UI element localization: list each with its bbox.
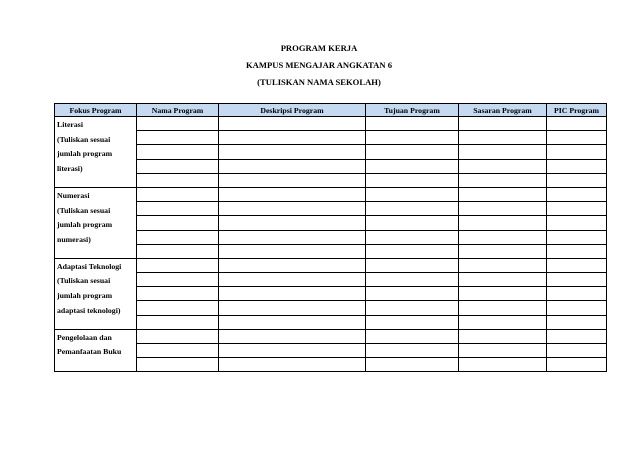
deskripsi-cell[interactable] — [219, 117, 366, 131]
nama-cell[interactable] — [137, 315, 219, 329]
pic-cell[interactable] — [547, 173, 607, 187]
pic-cell[interactable] — [547, 202, 607, 216]
sasaran-cell[interactable] — [459, 187, 547, 201]
sasaran-cell[interactable] — [459, 258, 547, 272]
deskripsi-cell[interactable] — [219, 258, 366, 272]
table-row — [55, 258, 607, 272]
pic-cell[interactable] — [547, 273, 607, 287]
focus-literasi-note-3: literasi) — [57, 163, 83, 173]
deskripsi-cell[interactable] — [219, 358, 366, 372]
sasaran-cell[interactable] — [459, 159, 547, 173]
focus-cell-numerasi — [55, 187, 137, 258]
focus-numerasi-note-1: (Tuliskan sesuai — [57, 205, 111, 215]
tujuan-cell[interactable] — [366, 344, 459, 358]
tujuan-cell[interactable] — [366, 159, 459, 173]
pic-cell[interactable] — [547, 315, 607, 329]
pic-cell[interactable] — [547, 244, 607, 258]
header-deskripsi-program: Deskripsi Program — [219, 104, 366, 117]
tujuan-cell[interactable] — [366, 173, 459, 187]
pic-cell[interactable] — [547, 344, 607, 358]
deskripsi-cell[interactable] — [219, 315, 366, 329]
focus-cell-pengelolaan-buku — [55, 329, 137, 372]
deskripsi-cell[interactable] — [219, 145, 366, 159]
focus-literasi-title: Literasi — [57, 120, 83, 129]
tujuan-cell[interactable] — [366, 358, 459, 372]
focus-adaptasi-note-2: jumlah program — [57, 291, 113, 301]
focus-literasi-note-2: jumlah program — [57, 149, 113, 159]
deskripsi-cell[interactable] — [219, 329, 366, 343]
nama-cell[interactable] — [137, 244, 219, 258]
deskripsi-cell[interactable] — [219, 173, 366, 187]
title-kampus-mengajar: KAMPUS MENGAJAR ANGKATAN 6 — [245, 60, 392, 70]
focus-numerasi-note-2: jumlah program — [57, 220, 113, 230]
table-row — [55, 244, 607, 258]
document-title — [0, 40, 638, 91]
sasaran-cell[interactable] — [459, 145, 547, 159]
table-row — [55, 145, 607, 159]
table-row — [55, 273, 607, 287]
table-row — [55, 187, 607, 201]
nama-cell[interactable] — [137, 358, 219, 372]
table-row — [55, 173, 607, 187]
table-row — [55, 159, 607, 173]
focus-pengelolaan-line-1: Pengelolaan dan — [57, 332, 112, 342]
pic-cell[interactable] — [547, 301, 607, 315]
pic-cell[interactable] — [547, 117, 607, 131]
tujuan-cell[interactable] — [366, 244, 459, 258]
table-row — [55, 216, 607, 230]
tujuan-cell[interactable] — [366, 187, 459, 201]
table-row — [55, 344, 607, 358]
focus-cell-literasi — [55, 117, 137, 188]
header-sasaran-program: Sasaran Program — [459, 104, 547, 117]
table-row — [55, 117, 607, 131]
tujuan-cell[interactable] — [366, 131, 459, 145]
table-row — [55, 315, 607, 329]
nama-cell[interactable] — [137, 301, 219, 315]
tujuan-cell[interactable] — [366, 315, 459, 329]
pic-cell[interactable] — [547, 187, 607, 201]
table-row — [55, 301, 607, 315]
focus-adaptasi-note-3: adaptasi teknologi) — [57, 305, 121, 315]
tujuan-cell[interactable] — [366, 117, 459, 131]
nama-cell[interactable] — [137, 173, 219, 187]
focus-literasi-note-1: (Tuliskan sesuai — [57, 134, 111, 144]
nama-cell[interactable] — [137, 117, 219, 131]
focus-cell-adaptasi-teknologi — [55, 258, 137, 329]
pic-cell[interactable] — [547, 145, 607, 159]
deskripsi-cell[interactable] — [219, 273, 366, 287]
focus-pengelolaan-line-2: Pemanfaatan Buku — [57, 347, 122, 357]
deskripsi-cell[interactable] — [219, 187, 366, 201]
table-row — [55, 329, 607, 343]
sasaran-cell[interactable] — [459, 315, 547, 329]
nama-cell[interactable] — [137, 287, 219, 301]
pic-cell[interactable] — [547, 131, 607, 145]
tujuan-cell[interactable] — [366, 230, 459, 244]
nama-cell[interactable] — [137, 159, 219, 173]
tujuan-cell[interactable] — [366, 216, 459, 230]
sasaran-cell[interactable] — [459, 287, 547, 301]
nama-cell[interactable] — [137, 145, 219, 159]
header-nama-program: Nama Program — [137, 104, 219, 117]
table-row — [55, 358, 607, 372]
pic-cell[interactable] — [547, 329, 607, 343]
header-fokus-program: Fokus Program — [55, 104, 137, 117]
deskripsi-cell[interactable] — [219, 301, 366, 315]
table-row — [55, 202, 607, 216]
sasaran-cell[interactable] — [459, 131, 547, 145]
nama-cell[interactable] — [137, 187, 219, 201]
pic-cell[interactable] — [547, 287, 607, 301]
tujuan-cell[interactable] — [366, 287, 459, 301]
title-program-kerja: PROGRAM KERJA — [280, 43, 358, 53]
sasaran-cell[interactable] — [459, 329, 547, 343]
deskripsi-cell[interactable] — [219, 344, 366, 358]
pic-cell[interactable] — [547, 230, 607, 244]
sasaran-cell[interactable] — [459, 244, 547, 258]
deskripsi-cell[interactable] — [219, 131, 366, 145]
header-pic-program: PIC Program — [547, 104, 607, 117]
focus-numerasi-note-3: numerasi) — [57, 234, 91, 244]
focus-numerasi-title: Numerasi — [57, 190, 90, 200]
pic-cell[interactable] — [547, 258, 607, 272]
tujuan-cell[interactable] — [366, 202, 459, 216]
sasaran-cell[interactable] — [459, 301, 547, 315]
table-row — [55, 230, 607, 244]
sasaran-cell[interactable] — [459, 273, 547, 287]
table-row — [55, 287, 607, 301]
nama-cell[interactable] — [137, 216, 219, 230]
sasaran-cell[interactable] — [459, 344, 547, 358]
focus-adaptasi-note-1: (Tuliskan sesuai — [57, 276, 111, 286]
nama-cell[interactable] — [137, 258, 219, 272]
pic-cell[interactable] — [547, 358, 607, 372]
nama-cell[interactable] — [137, 329, 219, 343]
tujuan-cell[interactable] — [366, 145, 459, 159]
sasaran-cell[interactable] — [459, 202, 547, 216]
pic-cell[interactable] — [547, 159, 607, 173]
sasaran-cell[interactable] — [459, 117, 547, 131]
tujuan-cell[interactable] — [366, 329, 459, 343]
deskripsi-cell[interactable] — [219, 216, 366, 230]
nama-cell[interactable] — [137, 273, 219, 287]
sasaran-cell[interactable] — [459, 358, 547, 372]
deskripsi-cell[interactable] — [219, 159, 366, 173]
tujuan-cell[interactable] — [366, 258, 459, 272]
tujuan-cell[interactable] — [366, 301, 459, 315]
deskripsi-cell[interactable] — [219, 202, 366, 216]
nama-cell[interactable] — [137, 344, 219, 358]
table-row — [55, 131, 607, 145]
nama-cell[interactable] — [137, 202, 219, 216]
sasaran-cell[interactable] — [459, 173, 547, 187]
sasaran-cell[interactable] — [459, 230, 547, 244]
deskripsi-cell[interactable] — [219, 287, 366, 301]
title-nama-sekolah: (TULISKAN NAMA SEKOLAH) — [257, 77, 381, 87]
deskripsi-cell[interactable] — [219, 244, 366, 258]
nama-cell[interactable] — [137, 230, 219, 244]
table-header-row — [55, 104, 607, 117]
tujuan-cell[interactable] — [366, 273, 459, 287]
nama-cell[interactable] — [137, 131, 219, 145]
pic-cell[interactable] — [547, 216, 607, 230]
deskripsi-cell[interactable] — [219, 230, 366, 244]
program-table — [54, 103, 607, 372]
header-tujuan-program: Tujuan Program — [366, 104, 459, 117]
focus-adaptasi-title: Adaptasi Teknologi — [57, 261, 122, 271]
sasaran-cell[interactable] — [459, 216, 547, 230]
